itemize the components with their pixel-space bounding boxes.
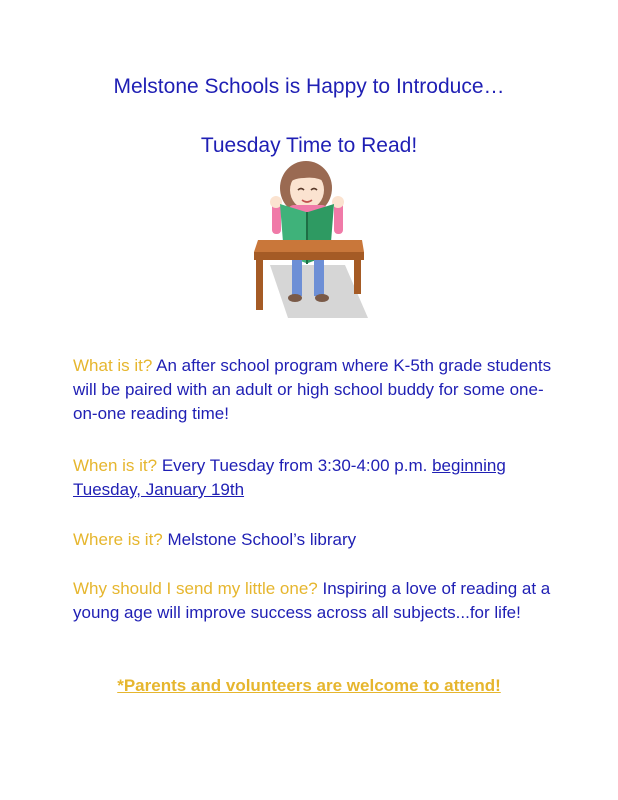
when-question: When is it?: [73, 456, 158, 475]
where-answer: Melstone School’s library: [167, 530, 357, 549]
when-section: [73, 454, 553, 502]
why-section: [73, 577, 553, 625]
what-question: What is it?: [73, 356, 153, 375]
why-answer: Inspiring a love of reading at a young age will improve success across all subjects...for life!: [73, 579, 551, 622]
where-section: [73, 528, 553, 552]
girl-reading-icon: [240, 160, 375, 320]
what-section: [73, 354, 553, 426]
where-question: Where is it?: [73, 530, 163, 549]
why-question: Why should I send my little one?: [73, 579, 318, 598]
footer-note: *Parents and volunteers are welcome to attend!: [117, 676, 501, 695]
when-answer: Every Tuesday from 3:30-4:00 p.m.: [161, 456, 428, 475]
flyer-subheading: Tuesday Time to Read!: [200, 134, 418, 157]
start-date: beginning Tuesday, January 19th: [73, 456, 506, 499]
flyer-heading: Melstone Schools is Happy to Introduce…: [113, 75, 505, 98]
what-answer: An after school program where K-5th grade students will be paired with an adult or high school buddy for some one-on-one reading time!: [73, 356, 552, 423]
